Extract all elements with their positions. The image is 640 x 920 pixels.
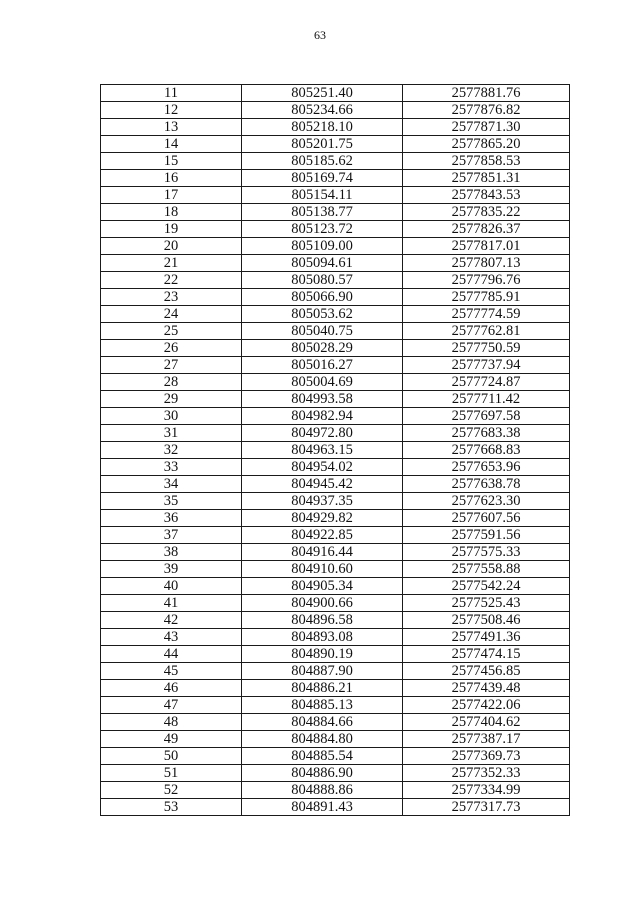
point-number-cell: 23 <box>101 289 242 306</box>
table-row <box>101 578 570 595</box>
x-coordinate-cell: 805094.61 <box>242 255 403 272</box>
point-number-cell: 39 <box>101 561 242 578</box>
x-coordinate-cell: 805004.69 <box>242 374 403 391</box>
point-number-cell: 46 <box>101 680 242 697</box>
x-coordinate-cell: 805109.00 <box>242 238 403 255</box>
point-number-cell: 20 <box>101 238 242 255</box>
y-coordinate-cell: 2577851.31 <box>403 170 570 187</box>
x-coordinate-cell: 804890.19 <box>242 646 403 663</box>
table-row <box>101 119 570 136</box>
table-row <box>101 646 570 663</box>
x-coordinate-cell: 805251.40 <box>242 85 403 102</box>
point-number-cell: 25 <box>101 323 242 340</box>
x-coordinate-cell: 804910.60 <box>242 561 403 578</box>
table-row <box>101 697 570 714</box>
y-coordinate-cell: 2577542.24 <box>403 578 570 595</box>
y-coordinate-cell: 2577843.53 <box>403 187 570 204</box>
x-coordinate-cell: 804893.08 <box>242 629 403 646</box>
y-coordinate-cell: 2577404.62 <box>403 714 570 731</box>
point-number-cell: 12 <box>101 102 242 119</box>
point-number-cell: 21 <box>101 255 242 272</box>
point-number-cell: 32 <box>101 442 242 459</box>
point-number-cell: 31 <box>101 425 242 442</box>
table-row <box>101 340 570 357</box>
table-row <box>101 323 570 340</box>
table-row <box>101 306 570 323</box>
table-row <box>101 714 570 731</box>
y-coordinate-cell: 2577876.82 <box>403 102 570 119</box>
table-row <box>101 459 570 476</box>
table-row <box>101 357 570 374</box>
point-number-cell: 18 <box>101 204 242 221</box>
table-row <box>101 731 570 748</box>
y-coordinate-cell: 2577575.33 <box>403 544 570 561</box>
y-coordinate-cell: 2577683.38 <box>403 425 570 442</box>
table-row <box>101 289 570 306</box>
x-coordinate-cell: 805234.66 <box>242 102 403 119</box>
x-coordinate-cell: 804887.90 <box>242 663 403 680</box>
x-coordinate-cell: 805201.75 <box>242 136 403 153</box>
point-number-cell: 26 <box>101 340 242 357</box>
x-coordinate-cell: 804993.58 <box>242 391 403 408</box>
x-coordinate-cell: 804885.54 <box>242 748 403 765</box>
table-row <box>101 272 570 289</box>
table-row <box>101 510 570 527</box>
point-number-cell: 50 <box>101 748 242 765</box>
x-coordinate-cell: 804929.82 <box>242 510 403 527</box>
point-number-cell: 48 <box>101 714 242 731</box>
point-number-cell: 44 <box>101 646 242 663</box>
y-coordinate-cell: 2577785.91 <box>403 289 570 306</box>
table-row <box>101 85 570 102</box>
point-number-cell: 40 <box>101 578 242 595</box>
x-coordinate-cell: 805016.27 <box>242 357 403 374</box>
y-coordinate-cell: 2577835.22 <box>403 204 570 221</box>
table-row <box>101 391 570 408</box>
table-row <box>101 527 570 544</box>
table-row <box>101 595 570 612</box>
x-coordinate-cell: 804905.34 <box>242 578 403 595</box>
y-coordinate-cell: 2577750.59 <box>403 340 570 357</box>
point-number-cell: 14 <box>101 136 242 153</box>
x-coordinate-cell: 804885.13 <box>242 697 403 714</box>
x-coordinate-cell: 804884.80 <box>242 731 403 748</box>
point-number-cell: 24 <box>101 306 242 323</box>
table-row <box>101 187 570 204</box>
point-number-cell: 33 <box>101 459 242 476</box>
table-row <box>101 748 570 765</box>
y-coordinate-cell: 2577439.48 <box>403 680 570 697</box>
y-coordinate-cell: 2577334.99 <box>403 782 570 799</box>
x-coordinate-cell: 805028.29 <box>242 340 403 357</box>
table-row <box>101 629 570 646</box>
y-coordinate-cell: 2577525.43 <box>403 595 570 612</box>
y-coordinate-cell: 2577871.30 <box>403 119 570 136</box>
point-number-cell: 42 <box>101 612 242 629</box>
y-coordinate-cell: 2577623.30 <box>403 493 570 510</box>
y-coordinate-cell: 2577508.46 <box>403 612 570 629</box>
x-coordinate-cell: 804886.21 <box>242 680 403 697</box>
table-row <box>101 425 570 442</box>
point-number-cell: 53 <box>101 799 242 816</box>
y-coordinate-cell: 2577474.15 <box>403 646 570 663</box>
y-coordinate-cell: 2577807.13 <box>403 255 570 272</box>
x-coordinate-cell: 805066.90 <box>242 289 403 306</box>
x-coordinate-cell: 804963.15 <box>242 442 403 459</box>
y-coordinate-cell: 2577858.53 <box>403 153 570 170</box>
point-number-cell: 13 <box>101 119 242 136</box>
point-number-cell: 29 <box>101 391 242 408</box>
x-coordinate-cell: 805138.77 <box>242 204 403 221</box>
y-coordinate-cell: 2577724.87 <box>403 374 570 391</box>
x-coordinate-cell: 804922.85 <box>242 527 403 544</box>
point-number-cell: 43 <box>101 629 242 646</box>
x-coordinate-cell: 804945.42 <box>242 476 403 493</box>
point-number-cell: 16 <box>101 170 242 187</box>
y-coordinate-cell: 2577737.94 <box>403 357 570 374</box>
point-number-cell: 51 <box>101 765 242 782</box>
y-coordinate-cell: 2577558.88 <box>403 561 570 578</box>
point-number-cell: 15 <box>101 153 242 170</box>
x-coordinate-cell: 805053.62 <box>242 306 403 323</box>
coordinates-table-body <box>101 85 570 816</box>
table-row <box>101 442 570 459</box>
y-coordinate-cell: 2577387.17 <box>403 731 570 748</box>
point-number-cell: 47 <box>101 697 242 714</box>
point-number-cell: 17 <box>101 187 242 204</box>
x-coordinate-cell: 804891.43 <box>242 799 403 816</box>
y-coordinate-cell: 2577422.06 <box>403 697 570 714</box>
table-row <box>101 493 570 510</box>
x-coordinate-cell: 804900.66 <box>242 595 403 612</box>
x-coordinate-cell: 805218.10 <box>242 119 403 136</box>
y-coordinate-cell: 2577697.58 <box>403 408 570 425</box>
table-row <box>101 170 570 187</box>
y-coordinate-cell: 2577653.96 <box>403 459 570 476</box>
point-number-cell: 30 <box>101 408 242 425</box>
y-coordinate-cell: 2577352.33 <box>403 765 570 782</box>
y-coordinate-cell: 2577607.56 <box>403 510 570 527</box>
x-coordinate-cell: 804884.66 <box>242 714 403 731</box>
y-coordinate-cell: 2577817.01 <box>403 238 570 255</box>
x-coordinate-cell: 805154.11 <box>242 187 403 204</box>
point-number-cell: 35 <box>101 493 242 510</box>
x-coordinate-cell: 804937.35 <box>242 493 403 510</box>
table-row <box>101 612 570 629</box>
point-number-cell: 37 <box>101 527 242 544</box>
table-row <box>101 374 570 391</box>
table-row <box>101 153 570 170</box>
x-coordinate-cell: 804886.90 <box>242 765 403 782</box>
x-coordinate-cell: 804954.02 <box>242 459 403 476</box>
y-coordinate-cell: 2577774.59 <box>403 306 570 323</box>
y-coordinate-cell: 2577711.42 <box>403 391 570 408</box>
x-coordinate-cell: 805169.74 <box>242 170 403 187</box>
table-row <box>101 102 570 119</box>
point-number-cell: 28 <box>101 374 242 391</box>
y-coordinate-cell: 2577826.37 <box>403 221 570 238</box>
x-coordinate-cell: 804982.94 <box>242 408 403 425</box>
y-coordinate-cell: 2577865.20 <box>403 136 570 153</box>
y-coordinate-cell: 2577369.73 <box>403 748 570 765</box>
table-row <box>101 561 570 578</box>
y-coordinate-cell: 2577591.56 <box>403 527 570 544</box>
point-number-cell: 49 <box>101 731 242 748</box>
x-coordinate-cell: 805123.72 <box>242 221 403 238</box>
y-coordinate-cell: 2577762.81 <box>403 323 570 340</box>
x-coordinate-cell: 804888.86 <box>242 782 403 799</box>
table-row <box>101 765 570 782</box>
point-number-cell: 22 <box>101 272 242 289</box>
coordinates-table <box>100 84 570 816</box>
table-row <box>101 476 570 493</box>
table-row <box>101 544 570 561</box>
y-coordinate-cell: 2577881.76 <box>403 85 570 102</box>
point-number-cell: 11 <box>101 85 242 102</box>
table-row <box>101 238 570 255</box>
point-number-cell: 52 <box>101 782 242 799</box>
x-coordinate-cell: 805185.62 <box>242 153 403 170</box>
table-row <box>101 663 570 680</box>
point-number-cell: 34 <box>101 476 242 493</box>
point-number-cell: 38 <box>101 544 242 561</box>
y-coordinate-cell: 2577638.78 <box>403 476 570 493</box>
x-coordinate-cell: 804916.44 <box>242 544 403 561</box>
point-number-cell: 19 <box>101 221 242 238</box>
y-coordinate-cell: 2577317.73 <box>403 799 570 816</box>
point-number-cell: 45 <box>101 663 242 680</box>
x-coordinate-cell: 804972.80 <box>242 425 403 442</box>
table-row <box>101 136 570 153</box>
x-coordinate-cell: 805040.75 <box>242 323 403 340</box>
table-row <box>101 204 570 221</box>
page-number: 63 <box>314 28 326 42</box>
table-row <box>101 799 570 816</box>
table-row <box>101 782 570 799</box>
y-coordinate-cell: 2577491.36 <box>403 629 570 646</box>
table-row <box>101 221 570 238</box>
x-coordinate-cell: 805080.57 <box>242 272 403 289</box>
point-number-cell: 36 <box>101 510 242 527</box>
point-number-cell: 41 <box>101 595 242 612</box>
y-coordinate-cell: 2577456.85 <box>403 663 570 680</box>
point-number-cell: 27 <box>101 357 242 374</box>
y-coordinate-cell: 2577796.76 <box>403 272 570 289</box>
table-row <box>101 408 570 425</box>
y-coordinate-cell: 2577668.83 <box>403 442 570 459</box>
table-row <box>101 680 570 697</box>
table-row <box>101 255 570 272</box>
x-coordinate-cell: 804896.58 <box>242 612 403 629</box>
